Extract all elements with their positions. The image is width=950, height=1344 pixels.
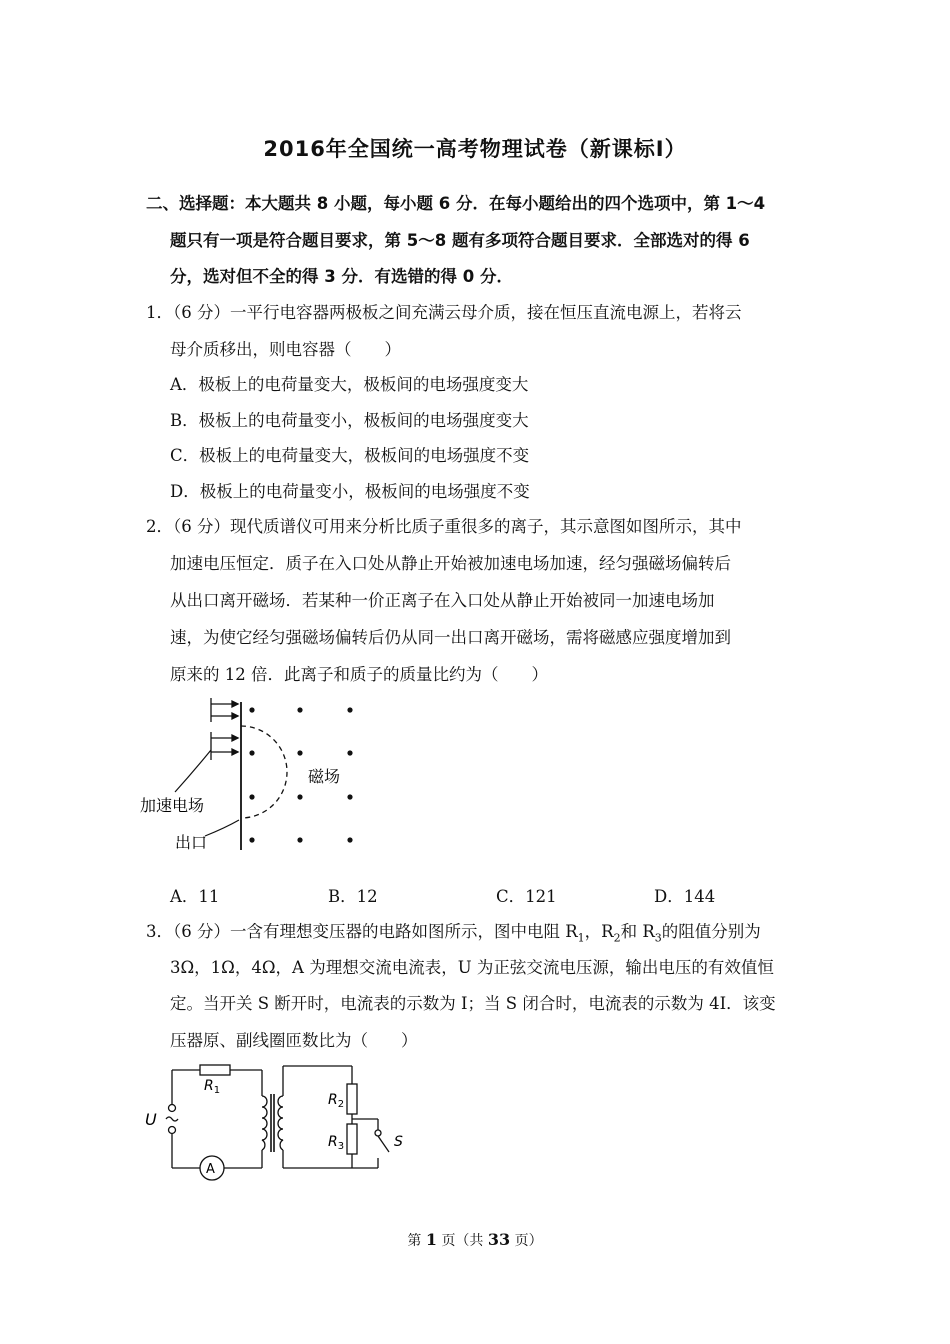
mass-spectrometer-figure: [135, 690, 375, 860]
q3-sub-3: 3: [654, 931, 662, 945]
label-s: S: [394, 1134, 403, 1150]
q1-option-d: D．极板上的电荷量变小，极板间的电场强度不变: [170, 482, 530, 501]
q2-option-b: B．12: [328, 887, 378, 906]
page-footer: [0, 1230, 950, 1250]
footer-post: 页）: [514, 1233, 543, 1249]
footer-mid: 页（共: [441, 1233, 484, 1249]
transformer-circuit-figure: [140, 1058, 420, 1188]
q1-line-1: 1．（6 分）一平行电容器两极板之间充满云母介质，接在恒压直流电源上，若将云: [146, 303, 742, 322]
label-a: A: [206, 1162, 215, 1177]
q2-line-3: 从出口离开磁场．若某种一价正离子在入口处从静止开始被同一加速电场加: [170, 591, 715, 610]
q2-line-2: 加速电压恒定．质子在入口处从静止开始被加速电场加速，经匀强磁场偏转后: [170, 554, 731, 573]
label-r2: $R_2$: [328, 1092, 345, 1110]
q1-line-2: 母介质移出，则电容器（ ）: [170, 340, 401, 359]
footer-total-pages: 33: [487, 1230, 511, 1249]
ac-source-symbol: [166, 1117, 178, 1121]
q3-line1-post: 的阻值分别为: [661, 922, 761, 941]
q2-option-d: D．144: [654, 887, 716, 906]
label-u: U: [145, 1110, 157, 1129]
q1-option-a: A．极板上的电荷量变大，极板间的电场强度变大: [170, 375, 529, 394]
q1-option-b: B．极板上的电荷量变小，极板间的电场强度变大: [170, 411, 529, 430]
source-terminal-top: [169, 1105, 176, 1112]
q3-sub-1: 1: [577, 931, 585, 945]
switch-terminal: [375, 1130, 381, 1136]
footer-pre: 第: [407, 1233, 422, 1249]
section-line-2: 题只有一项是符合题目要求，第 5～8 题有多项符合题目要求．全部选对的得 6: [170, 231, 750, 250]
label-accel-field: 加速电场: [140, 796, 205, 815]
q3-line-1: [146, 918, 761, 944]
secondary-coil: [278, 1096, 283, 1150]
q2-option-a: A．11: [170, 887, 220, 906]
label-r3: $R_3$: [328, 1134, 345, 1152]
ion-path: [241, 726, 287, 818]
q1-option-c: C．极板上的电荷量变大，极板间的电场强度不变: [170, 446, 530, 465]
q2-option-c: C．121: [496, 887, 557, 906]
q3-line-2: 3Ω，1Ω，4Ω，A 为理想交流电流表，U 为正弦交流电压源，输出电压的有效值恒: [170, 958, 774, 977]
label-exit: 出口: [175, 833, 208, 852]
label-r1: $R_1$: [204, 1078, 221, 1096]
primary-coil: [262, 1096, 267, 1150]
q2-line-5: 原来的 12 倍．此离子和质子的质量比约为（ ）: [170, 665, 548, 684]
resistor-r2: [347, 1084, 357, 1114]
label-field: 磁场: [308, 767, 341, 786]
q3-line1-mid2: 和 R: [620, 922, 655, 941]
footer-page-number: 1: [425, 1230, 437, 1249]
source-terminal-bottom: [169, 1127, 176, 1134]
q3-line-3: 定。当开关 S 断开时，电流表的示数为 I；当 S 闭合时，电流表的示数为 4I．该变: [170, 994, 776, 1013]
switch-blade: [378, 1136, 389, 1152]
accel-leader: [175, 750, 211, 792]
section-line-3: 分，选对但不全的得 3 分．有选错的得 0 分．: [170, 267, 513, 286]
resistor-r3: [347, 1124, 357, 1154]
q3-line-4: 压器原、副线圈匝数比为（ ）: [170, 1031, 418, 1050]
q2-line-1: 2．（6 分）现代质谱仪可用来分析比质子重很多的离子，其示意图如图所示，其中: [146, 517, 742, 536]
resistor-r1: [200, 1065, 230, 1075]
q3-sub-2: 2: [613, 931, 621, 945]
accel-field-arrows: [211, 698, 238, 760]
page-title: 2016年全国统一高考物理试卷（新课标Ⅰ）: [263, 137, 687, 161]
exit-leader: [205, 820, 239, 836]
q3-line1-pre: 3．（6 分）一含有理想变压器的电路如图所示，图中电阻 R: [146, 922, 578, 941]
section-line-1: 二、选择题：本大题共 8 小题，每小题 6 分．在每小题给出的四个选项中，第 1～4: [146, 194, 766, 213]
q2-line-4: 速，为使它经匀强磁场偏转后仍从同一出口离开磁场，需将磁感应强度增加到: [170, 628, 731, 647]
q3-line1-mid1: ，R: [584, 922, 614, 941]
